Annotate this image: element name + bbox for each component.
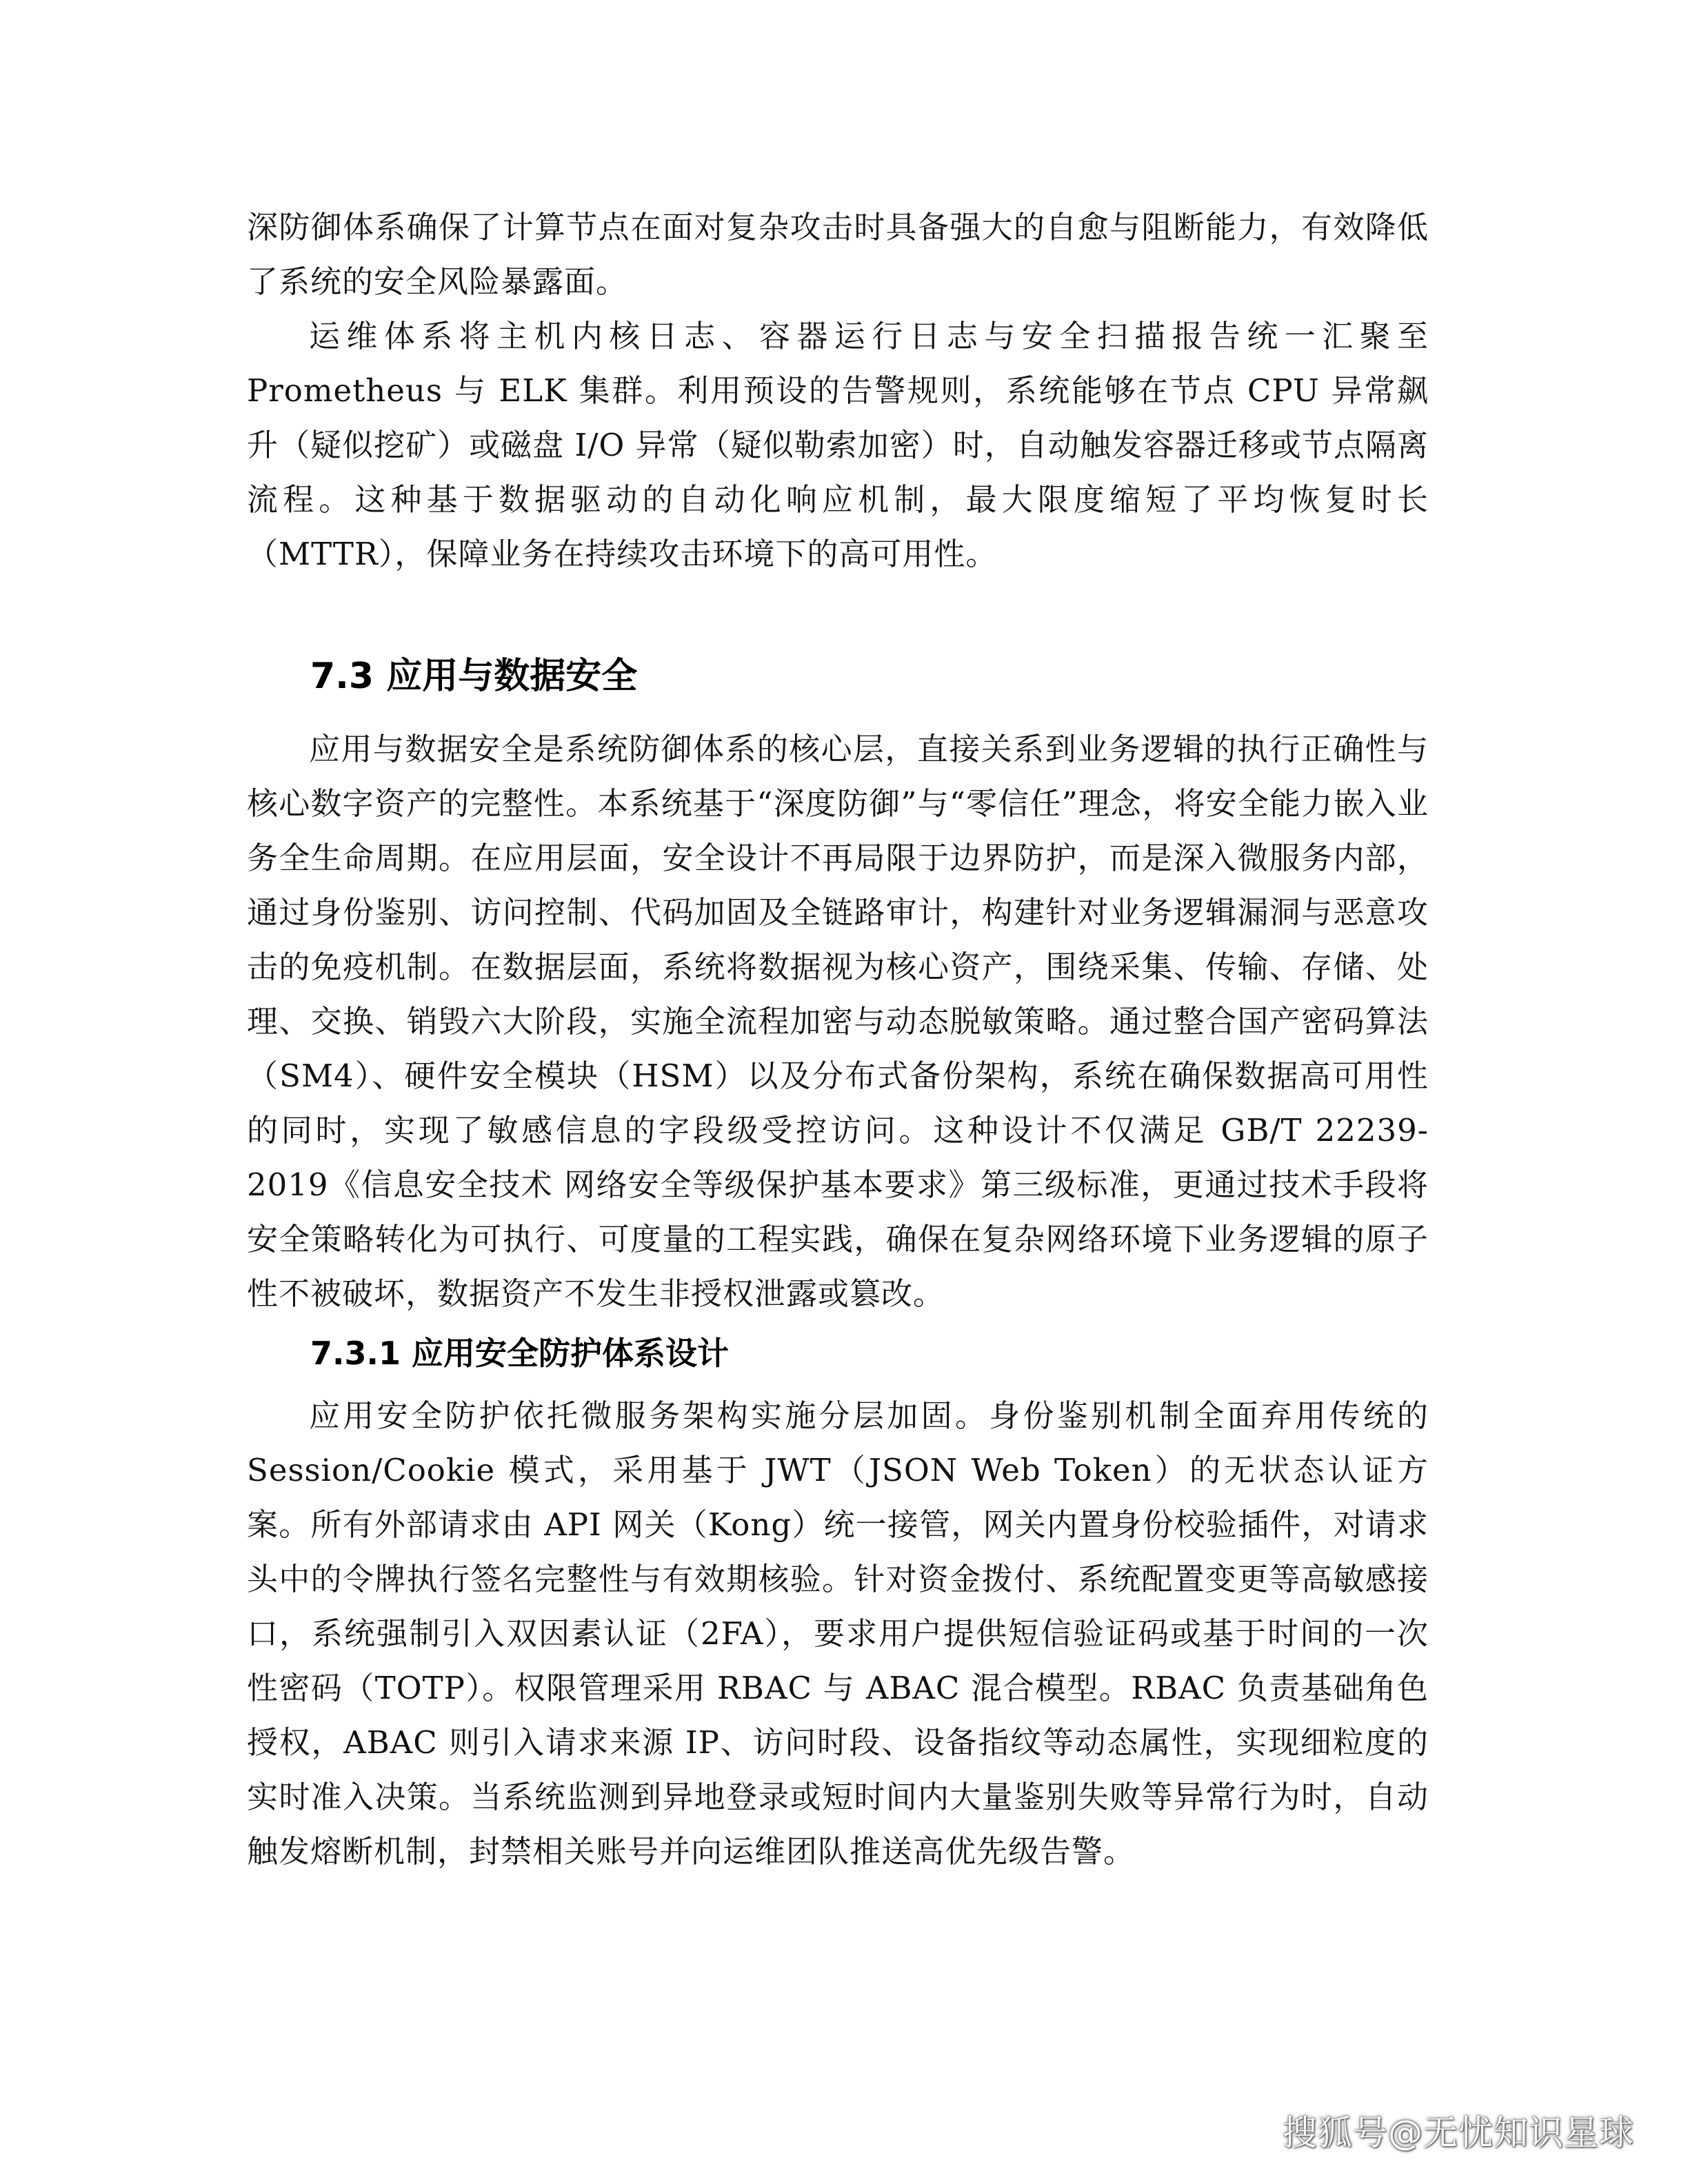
paragraph-continuation: 深防御体系确保了计算节点在面对复杂攻击时具备强大的自愈与阻断能力，有效降低了系统的安全风险暴露面。 bbox=[247, 209, 1429, 300]
watermark: 搜狐号@无忧知识星球 bbox=[1283, 2113, 1634, 2153]
subsection-heading-7-3-1: 7.3.1 应用安全防护体系设计 bbox=[310, 1335, 729, 1372]
document-body bbox=[247, 200, 1429, 1879]
paragraph-ops-monitoring: 运维体系将主机内核日志、容器运行日志与安全扫描报告统一汇聚至 Prometheus 与 ELK 集群。利用预设的告警规则，系统能够在节点 CPU 异常飙升（疑似挖矿）或磁盘 I/O 异常（疑似勒索加密）时，自动触发容器迁移或节点隔离流程。这种基于数据驱动的自动化响应机制，最大限度缩短了平均恢复时长（MTTR），保障业务在持续攻击环境下的高可用性。 bbox=[247, 318, 1429, 572]
paragraph-app-data-security: 应用与数据安全是系统防御体系的核心层，直接关系到业务逻辑的执行正确性与核心数字资产的完整性。本系统基于“深度防御”与“零信任”理念，将安全能力嵌入业务全生命周期。在应用层面，安全设计不再局限于边界防护，而是深入微服务内部，通过身份鉴别、访问控制、代码加固及全链路审计，构建针对业务逻辑漏洞与恶意攻击的免疫机制。在数据层面，系统将数据视为核心资产，围绕采集、传输、存储、处理、交换、销毁六大阶段，实施全流程加密与动态脱敏策略。通过整合国产密码算法（SM4）、硬件安全模块（HSM）以及分布式备份架构，系统在确保数据高可用性的同时，实现了敏感信息的字段级受控访问。这种设计不仅满足 GB/T 22239-2019《信息安全技术 网络安全等级保护基本要求》第三级标准，更通过技术手段将安全策略转化为可执行、可度量的工程实践，确保在复杂网络环境下业务逻辑的原子性不被破坏，数据资产不发生非授权泄露或篡改。 bbox=[247, 731, 1429, 1312]
paragraph-app-protection: 应用安全防护依托微服务架构实施分层加固。身份鉴别机制全面弃用传统的 Session/Cookie 模式，采用基于 JWT（JSON Web Token）的无状态认证方案。所有外部请求由 API 网关（Kong）统一接管，网关内置身份校验插件，对请求头中的令牌执行签名完整性与有效期核验。针对资金拨付、系统配置变更等高敏感接口，系统强制引入双因素认证（2FA），要求用户提供短信验证码或基于时间的一次性密码（TOTP）。权限管理采用 RBAC 与 ABAC 混合模型。RBAC 负责基础角色授权，ABAC 则引入请求来源 IP、访问时段、设备指纹等动态属性，实现细粒度的实时准入决策。当系统监测到异地登录或短时间内大量鉴别失败等异常行为时，自动触发熔断机制，封禁相关账号并向运维团队推送高优先级告警。 bbox=[247, 1397, 1429, 1870]
section-heading-7-3: 7.3 应用与数据安全 bbox=[310, 656, 638, 697]
